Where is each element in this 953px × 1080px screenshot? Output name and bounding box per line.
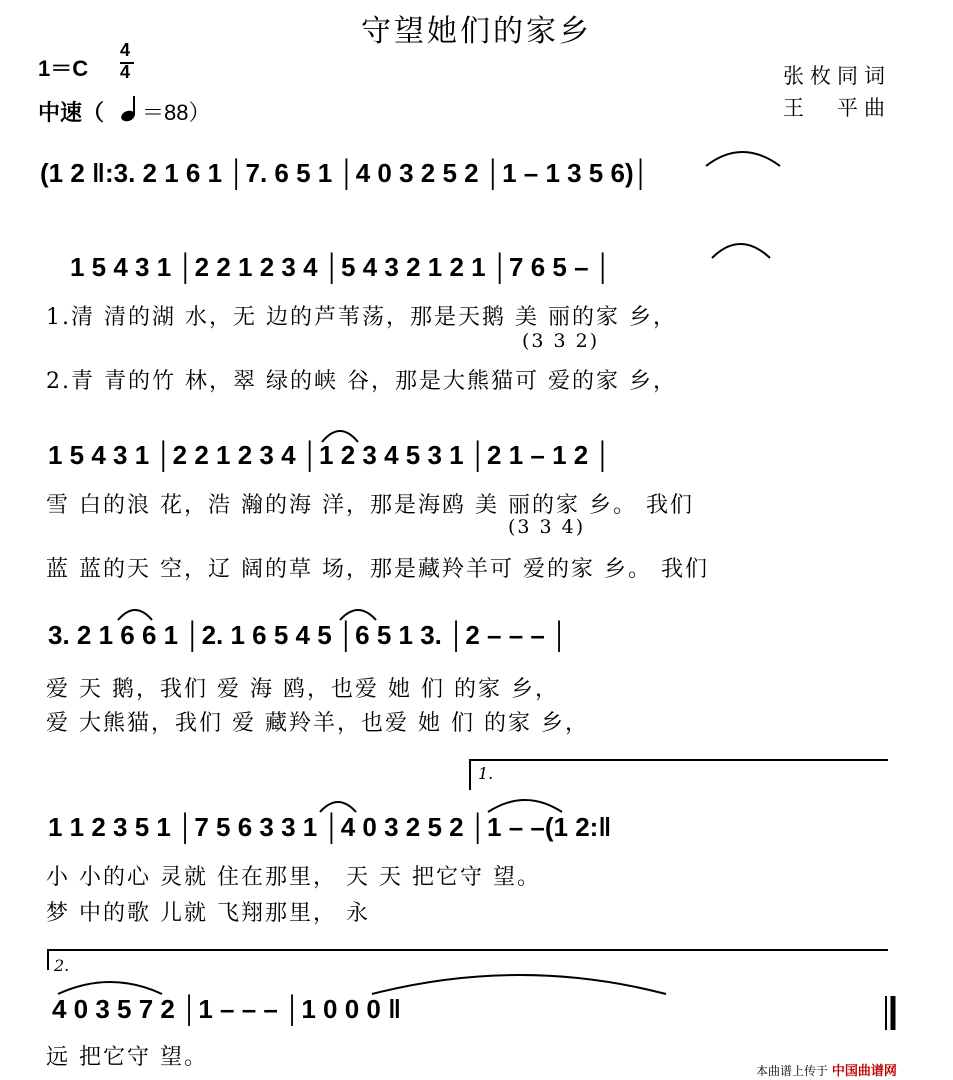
slur-row-1 [706,152,780,166]
time-signature-top: 4 [120,40,131,60]
song-title: 守望她们的家乡 [361,14,592,49]
lyricist: 张枚同词 [783,64,891,88]
slur-row-5b [488,800,562,812]
volta-1-label: 1. [478,764,494,783]
notation-row-4: 3. 2 1 6 6 1 │2. 1 6 5 4 5 │6 5 1 3. │2 – – – │ [48,620,569,650]
lyrics-row-3-verse-2: 蓝 蓝的天 空，辽 阔的草 场，那是藏羚羊可 爱的家 乡。 我们 [46,557,709,582]
key-signature: 1＝C [38,56,89,81]
lyrics-row-2-verse-1: 1.清 清的湖 水，无 边的芦苇荡，那是天鹅 美 丽的家 乡， [46,305,677,330]
notation-row-1: (1 2 ‖:3. 2 1 6 1 │7. 6 5 1 │4 0 3 2 5 2 │1 – 1 3 5 6)│ [40,158,650,188]
alt-notes-row-3: (3 3 4) [508,516,586,538]
tempo-label: 中速（ [38,100,105,125]
lyrics-row-5-verse-1: 小 小的心 灵就 住在那里， 天 天 把它守 望。 [46,865,541,890]
volta-2-bracket [48,950,888,970]
lyrics-row-4-verse-2: 爱 大熊猫，我们 爱 藏羚羊，也爱 她 们 的家 乡， [46,711,589,736]
notation-row-6: 4 0 3 5 7 2 │1 – – – │1 0 0 0 ‖ [52,994,402,1024]
volta-1-bracket [470,760,888,790]
notation-row-5: 1 1 2 3 5 1 │7 5 6 3 3 1 │4 0 3 2 5 2 │1 – –(1 2:‖ [48,812,612,842]
slur-row-4b [340,610,376,620]
footer-site[interactable]: 中国曲谱网 [831,1064,897,1079]
volta-2-label: 2. [54,956,70,975]
alt-notes-row-2: (3 3 2) [522,330,600,352]
footer-prefix: 本曲谱上传于 [756,1064,829,1078]
time-signature-bottom: 4 [120,62,131,82]
footer-credit [756,1060,897,1079]
slur-row-6b [372,975,666,994]
tempo-value: ＝88） [142,100,211,125]
lyrics-row-6: 远 把它守 望。 [46,1045,208,1070]
lyrics-row-4-verse-1: 爱 天 鹅，我们 爱 海 鸥，也爱 她 们 的家 乡， [46,677,559,702]
slur-row-3 [322,431,358,442]
slur-row-5a [320,802,356,812]
slur-row-6a [58,982,162,994]
composer: 王 平曲 [783,96,891,120]
notation-row-3: 1 5 4 3 1 │2 2 1 2 3 4 │1 2 3 4 5 3 1 │2 1 – 1 2 │ [48,440,612,470]
lyrics-row-3-verse-1: 雪 白的浪 花，浩 瀚的海 洋，那是海鸥 美 丽的家 乡。 我们 [46,493,694,518]
slur-row-4a [118,610,152,620]
lyrics-row-5-verse-2: 梦 中的歌 儿就 飞翔那里， 永 [46,901,370,926]
lyrics-row-2-verse-2: 2.青 青的竹 林，翠 绿的峡 谷，那是大熊猫可 爱的家 乡， [46,369,677,394]
notation-row-2: 1 5 4 3 1 │2 2 1 2 3 4 │5 4 3 2 1 2 1 │7 6 5 – │ [70,252,613,282]
slur-row-2 [712,244,770,258]
